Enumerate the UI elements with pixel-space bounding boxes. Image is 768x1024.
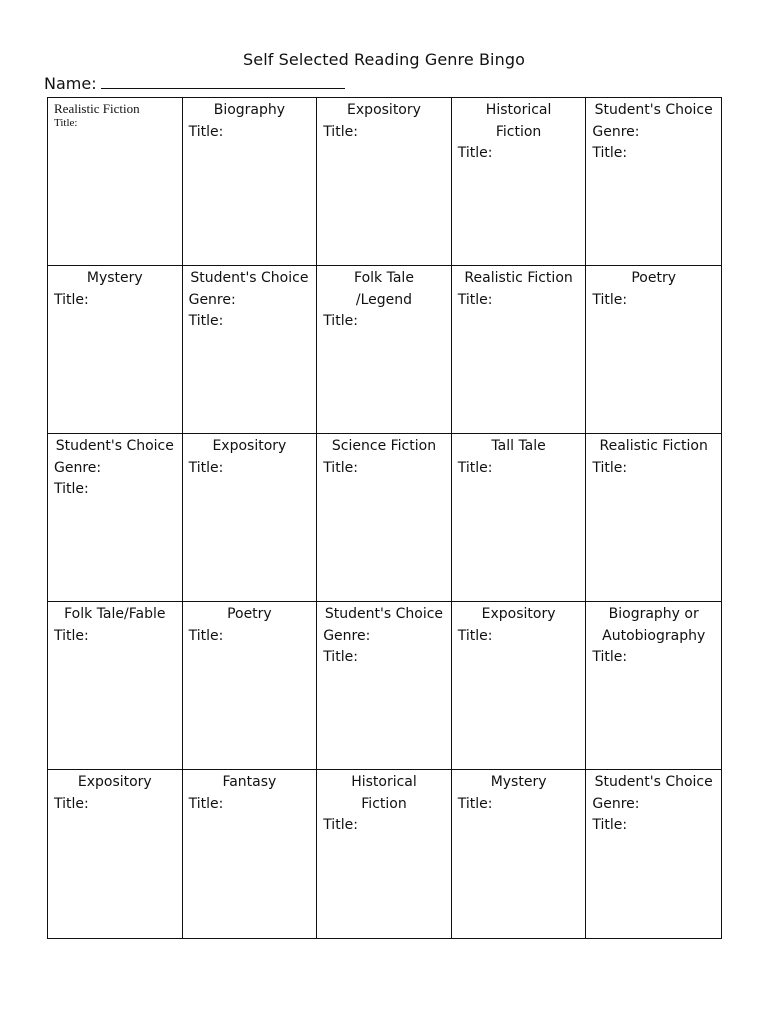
genre-field-label: Genre:: [188, 291, 236, 308]
bingo-cell[interactable]: [48, 266, 183, 434]
title-field-label: Title:: [188, 627, 224, 644]
genre-label: Folk Tale/Fable: [64, 606, 166, 622]
title-field-label: Title:: [592, 145, 628, 161]
title-field-label: Title:: [54, 291, 89, 308]
genre-label: Student's Choice: [55, 438, 174, 454]
title-field-label: Title:: [457, 627, 493, 644]
title-field-label: Title:: [54, 795, 89, 812]
title-field-label: Title:: [323, 817, 358, 833]
genre-label: Mystery: [490, 774, 547, 790]
title-field-label: Title:: [54, 627, 89, 644]
title-field-label: Title:: [188, 795, 224, 812]
bingo-cell[interactable]: [586, 98, 721, 266]
title-field-label: Title:: [457, 145, 493, 161]
bingo-cell[interactable]: [452, 266, 587, 434]
title-field-label: Title:: [592, 817, 628, 833]
title-field-label: Title:: [592, 649, 628, 665]
genre-label: Expository: [212, 438, 287, 454]
genre-label: Science Fiction: [331, 438, 437, 454]
title-field-label: Title:: [188, 313, 224, 329]
genre-field-label: Genre:: [323, 627, 371, 644]
bingo-cell[interactable]: [183, 98, 318, 266]
bingo-cell[interactable]: [183, 266, 318, 434]
genre-label: Tall Tale: [491, 438, 546, 454]
title-field-label: Title:: [54, 481, 89, 497]
page-title: Self Selected Reading Genre Bingo: [243, 50, 525, 69]
title-field-label: Title:: [457, 795, 493, 812]
title-field-label: Title:: [323, 649, 358, 665]
bingo-cell[interactable]: [317, 98, 452, 266]
genre-label: Student's Choice: [324, 606, 444, 622]
bingo-cell[interactable]: [317, 266, 452, 434]
genre-label: Realistic Fiction: [464, 270, 573, 286]
bingo-cell[interactable]: [48, 434, 183, 602]
genre-label: Expository: [77, 774, 152, 790]
genre-field-label: Genre:: [592, 123, 640, 140]
bingo-cell[interactable]: [183, 770, 318, 938]
title-field-label: Title:: [323, 313, 358, 329]
genre-field-label: Genre:: [592, 795, 640, 812]
bingo-cell[interactable]: [317, 434, 452, 602]
genre-label: Student's Choice: [190, 270, 309, 286]
genre-label: Expository: [481, 606, 556, 622]
genre-field-label: Genre:: [54, 459, 102, 476]
title-field-label: Title:: [592, 459, 628, 476]
genre-label: Historical Fiction: [485, 102, 552, 140]
genre-label: Biography: [213, 102, 286, 118]
genre-label: Student's Choice: [594, 774, 713, 790]
name-label: Name:: [44, 74, 97, 93]
genre-label: Student's Choice: [594, 102, 713, 118]
genre-label: Realistic Fiction: [599, 438, 708, 454]
bingo-cell[interactable]: [183, 434, 318, 602]
title-field-label: Title:: [188, 459, 224, 476]
bingo-cell[interactable]: [586, 770, 721, 938]
name-blank-line[interactable]: [101, 74, 345, 89]
bingo-cell[interactable]: [452, 98, 587, 266]
title-field-label: Title:: [323, 123, 358, 140]
title-field-label: Title:: [457, 459, 493, 476]
bingo-cell[interactable]: [586, 434, 721, 602]
genre-label: Expository: [347, 102, 421, 118]
bingo-cell[interactable]: [48, 602, 183, 770]
bingo-cell[interactable]: [452, 434, 587, 602]
genre-label: Realistic Fiction: [54, 101, 140, 116]
bingo-cell[interactable]: [317, 602, 452, 770]
bingo-cell[interactable]: [586, 266, 721, 434]
genre-label: Historical Fiction: [351, 774, 417, 812]
title-field-label: Title:: [457, 291, 493, 308]
genre-label: Folk Tale /Legend: [354, 270, 414, 308]
bingo-cell[interactable]: [317, 770, 452, 938]
bingo-cell[interactable]: [586, 602, 721, 770]
bingo-cell[interactable]: [452, 770, 587, 938]
title-field-label: Title:: [592, 291, 628, 308]
bingo-cell[interactable]: [452, 602, 587, 770]
genre-label: Poetry: [227, 606, 272, 622]
genre-label: Biography or Autobiography: [602, 606, 706, 644]
bingo-cell[interactable]: [48, 98, 183, 266]
genre-label: Mystery: [86, 270, 143, 286]
name-field[interactable]: [44, 74, 345, 93]
bingo-board: [47, 97, 722, 939]
title-field-label: Title:: [188, 123, 224, 140]
title-field-label: Title:: [323, 459, 358, 476]
genre-label: Fantasy: [222, 774, 277, 790]
genre-label: Poetry: [631, 270, 677, 286]
bingo-cell[interactable]: [48, 770, 183, 938]
title-field-label: Title:: [54, 117, 78, 129]
bingo-cell[interactable]: [183, 602, 318, 770]
